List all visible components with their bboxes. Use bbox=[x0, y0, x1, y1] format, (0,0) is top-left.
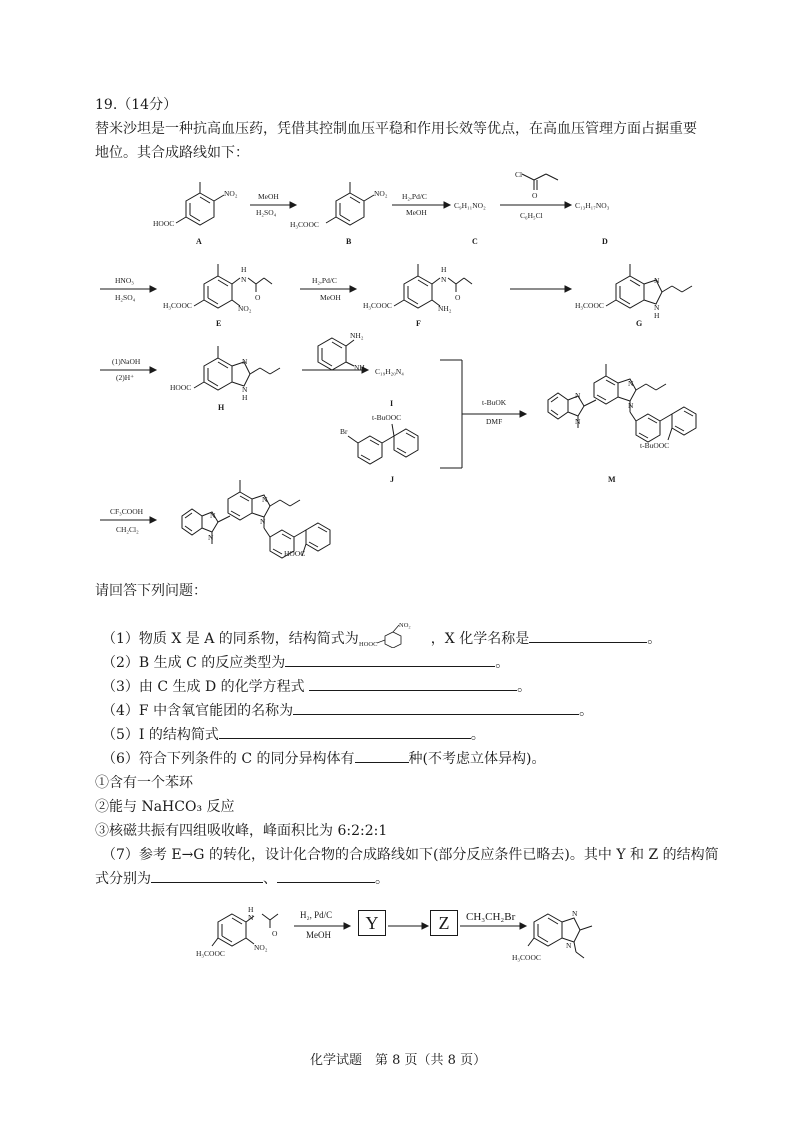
telmisartan-structure bbox=[182, 480, 330, 558]
compound-A-structure bbox=[176, 182, 224, 225]
label-E: E bbox=[216, 319, 222, 328]
q7-prod-n-label: N bbox=[572, 909, 578, 918]
T-hooc-label: HOOC bbox=[284, 549, 306, 558]
compound-B-structure bbox=[326, 182, 374, 225]
q1-pre: （1）物质 X 是 A 的同系物，结构简式为 bbox=[102, 631, 359, 647]
diamine-nh-label: NH bbox=[354, 363, 365, 372]
F-o-label: O bbox=[455, 293, 461, 302]
cond-GH-top: (1)NaOH bbox=[112, 357, 141, 366]
cond-AB-top: MeOH bbox=[258, 192, 279, 201]
condition-2: ②能与 NaHCO₃ 反应 bbox=[95, 799, 235, 815]
svg-text:HOOC: HOOC bbox=[358, 641, 378, 648]
M-n3-label: N bbox=[628, 379, 634, 388]
q7-route bbox=[0, 893, 800, 973]
J-br-label: Br bbox=[340, 427, 348, 436]
cond-EF-top: H₂,Pd/C bbox=[312, 276, 337, 285]
acyl-cl-label: Cl bbox=[515, 170, 523, 179]
F-n-label: N bbox=[441, 275, 447, 284]
T-n4-label: N bbox=[260, 517, 266, 526]
G-n-label: N bbox=[654, 276, 660, 285]
q6-end: 种(不考虑立体异构)。 bbox=[408, 751, 546, 767]
diamine-nh2-label: NH₂ bbox=[350, 331, 364, 340]
cond-IJ-top: t-BuOK bbox=[482, 398, 507, 407]
label-A: A bbox=[196, 237, 202, 246]
cond-final-bot: CH₂Cl₂ bbox=[116, 525, 139, 534]
H-n-label: N bbox=[242, 357, 248, 366]
q7-line-2 bbox=[95, 868, 389, 890]
prompt: 请回答下列问题： bbox=[95, 583, 207, 599]
J-tbuooc-label: t-BuOOC bbox=[372, 413, 402, 422]
q5-line bbox=[102, 724, 485, 746]
F-h-label: H bbox=[441, 265, 447, 274]
q7-h3cooc-label: H₃COOC bbox=[196, 949, 225, 958]
cond-BC-bot: MeOH bbox=[406, 208, 427, 217]
q1-end: 。 bbox=[647, 631, 662, 647]
q4-line bbox=[102, 700, 593, 722]
q7-prod-h3cooc-label: H₃COOC bbox=[512, 953, 541, 962]
formula-D: C₁₃H₁₇NO₃ bbox=[575, 201, 610, 210]
H-nh-label: N bbox=[242, 385, 248, 394]
cond-DE-top: HNO₃ bbox=[115, 276, 134, 285]
question-number: 19.（14分） bbox=[95, 97, 178, 113]
A-no2-label: NO₂ bbox=[224, 189, 238, 198]
q3-answer-blank[interactable] bbox=[309, 676, 517, 691]
q1-mid: ，X 化学名称是 bbox=[430, 631, 530, 647]
q5-pre: （5）I 的结构简式 bbox=[102, 727, 219, 743]
q7-o-label: O bbox=[272, 929, 278, 938]
E-h-label: H bbox=[241, 265, 247, 274]
cond-BC-top: H₂,Pd/C bbox=[402, 192, 427, 201]
formula-C: C₉H₁₁NO₂ bbox=[454, 201, 486, 210]
q4-end: 。 bbox=[579, 703, 594, 719]
q7-start-structure bbox=[212, 914, 278, 946]
q2-answer-blank[interactable] bbox=[285, 652, 495, 667]
label-J: J bbox=[390, 475, 394, 484]
q5-end: 。 bbox=[470, 727, 485, 743]
label-F: F bbox=[416, 319, 421, 328]
compound-H-structure bbox=[194, 346, 280, 390]
intro-line-1: 替米沙坦是一种抗高血压药，凭借其控制血压平稳和作用长效等优点，在高血压管理方面占据重要 bbox=[95, 121, 697, 137]
F-h3cooc-label: H₃COOC bbox=[363, 301, 392, 310]
H-hooc-label: HOOC bbox=[170, 383, 192, 392]
H-h-label: H bbox=[242, 393, 248, 402]
q7-answer-Y-blank[interactable] bbox=[151, 868, 263, 883]
q4-pre: （4）F 中含氧官能团的名称为 bbox=[102, 703, 294, 719]
label-H: H bbox=[218, 403, 225, 412]
T-n3-label: N bbox=[262, 495, 268, 504]
T-n2-label: N bbox=[208, 533, 214, 542]
label-M: M bbox=[608, 475, 616, 484]
condition-1: ①含有一个苯环 bbox=[95, 775, 193, 791]
q7-product-structure bbox=[528, 914, 592, 958]
page-footer: 化学试题 第 8 页（共 8 页） bbox=[310, 1053, 487, 1068]
box-Y: Y bbox=[358, 910, 386, 936]
A-hooc-label: HOOC bbox=[153, 219, 175, 228]
q6-pre: （6）符合下列条件的 C 的同分异构体有 bbox=[102, 751, 355, 767]
butanoyl-chloride-structure bbox=[522, 174, 558, 190]
q1-structure-icon bbox=[359, 620, 431, 648]
q3-pre: （3）由 C 生成 D 的化学方程式 bbox=[102, 679, 305, 695]
M-n4-label: N bbox=[628, 401, 634, 410]
cond-EF-bot: MeOH bbox=[320, 293, 341, 302]
compound-M-structure bbox=[548, 364, 696, 442]
q7-h-label: H bbox=[248, 905, 254, 914]
q6-line bbox=[102, 748, 545, 770]
E-no2-label: NO₂ bbox=[238, 304, 252, 313]
G-h-label: H bbox=[654, 311, 660, 320]
F-nh2-label: NH₂ bbox=[438, 304, 452, 313]
E-n-label: N bbox=[241, 275, 247, 284]
q7-n-label: N bbox=[248, 913, 254, 922]
compound-J-structure bbox=[348, 424, 418, 464]
diamine-reagent-structure bbox=[318, 338, 354, 370]
cond-final-top: CF₃COOH bbox=[110, 507, 144, 516]
intro-line-2: 地位。其合成路线如下： bbox=[95, 145, 249, 161]
cond-CD-bot: C₆H₅Cl bbox=[520, 211, 543, 220]
cond-GH-bot: (2)H⁺ bbox=[116, 373, 135, 382]
q1-line bbox=[102, 622, 662, 650]
q1-structure-inline bbox=[358, 622, 431, 650]
q3-end: 。 bbox=[517, 679, 532, 695]
q2-pre: （2）B 生成 C 的反应类型为 bbox=[102, 655, 286, 671]
M-n2-label: N bbox=[575, 417, 581, 426]
q7-line-1: （7）参考 E→G 的转化，设计化合物的合成路线如下(部分反应条件已略去)。其中 Y 和 Z 的结构简 bbox=[102, 847, 719, 863]
q5-answer-blank[interactable] bbox=[219, 724, 471, 739]
G-h3cooc-label: H₃COOC bbox=[575, 301, 604, 310]
q7-reagent: CH₃CH₂Br bbox=[466, 911, 516, 923]
label-B: B bbox=[346, 237, 352, 246]
q2-line bbox=[102, 652, 509, 674]
q4-answer-blank[interactable] bbox=[293, 700, 579, 715]
M-n-label: N bbox=[575, 391, 581, 400]
cond-AB-bot: H₂SO₄ bbox=[256, 208, 277, 217]
B-no2-label: NO₂ bbox=[374, 189, 388, 198]
q1-answer-blank[interactable] bbox=[529, 628, 647, 643]
box-Z: Z bbox=[430, 910, 458, 936]
label-D: D bbox=[602, 237, 608, 246]
q7-cond-top: H₂, Pd/C bbox=[300, 910, 333, 920]
q7-pre: 式分别为 bbox=[95, 871, 151, 887]
label-I: I bbox=[390, 399, 394, 408]
label-G: G bbox=[636, 319, 643, 328]
B-h3cooc-label: H₃COOC bbox=[290, 220, 319, 229]
T-n-label: N bbox=[210, 511, 216, 520]
E-o-label: O bbox=[255, 293, 261, 302]
q2-end: 。 bbox=[495, 655, 510, 671]
q7-cond-bot: MeOH bbox=[306, 930, 331, 940]
G-nh-label: N bbox=[654, 303, 660, 312]
formula-I: C₁₉H₂₀N₄ bbox=[375, 367, 404, 376]
compound-G-structure bbox=[606, 264, 692, 308]
cond-IJ-bot: DMF bbox=[486, 417, 503, 426]
q7-prod-n2-label: N bbox=[566, 941, 572, 950]
q6-answer-blank[interactable] bbox=[355, 748, 409, 763]
q7-answer-Z-blank[interactable] bbox=[277, 868, 375, 883]
label-C: C bbox=[472, 237, 478, 246]
condition-3: ③核磁共振有四组吸收峰，峰面积比为 6:2:2:1 bbox=[95, 823, 388, 839]
q3-line bbox=[102, 676, 531, 698]
cond-DE-bot: H₂SO₄ bbox=[115, 293, 136, 302]
M-tbuooc-label: t-BuOOC bbox=[640, 441, 670, 450]
q7-end: 。 bbox=[375, 871, 389, 887]
E-h3cooc-label: H₃COOC bbox=[163, 301, 192, 310]
acyl-o-label: O bbox=[532, 191, 538, 200]
svg-text:NO₂: NO₂ bbox=[398, 622, 411, 629]
q7-sep: 、 bbox=[263, 871, 277, 887]
q7-no2-label: NO₂ bbox=[254, 943, 268, 952]
